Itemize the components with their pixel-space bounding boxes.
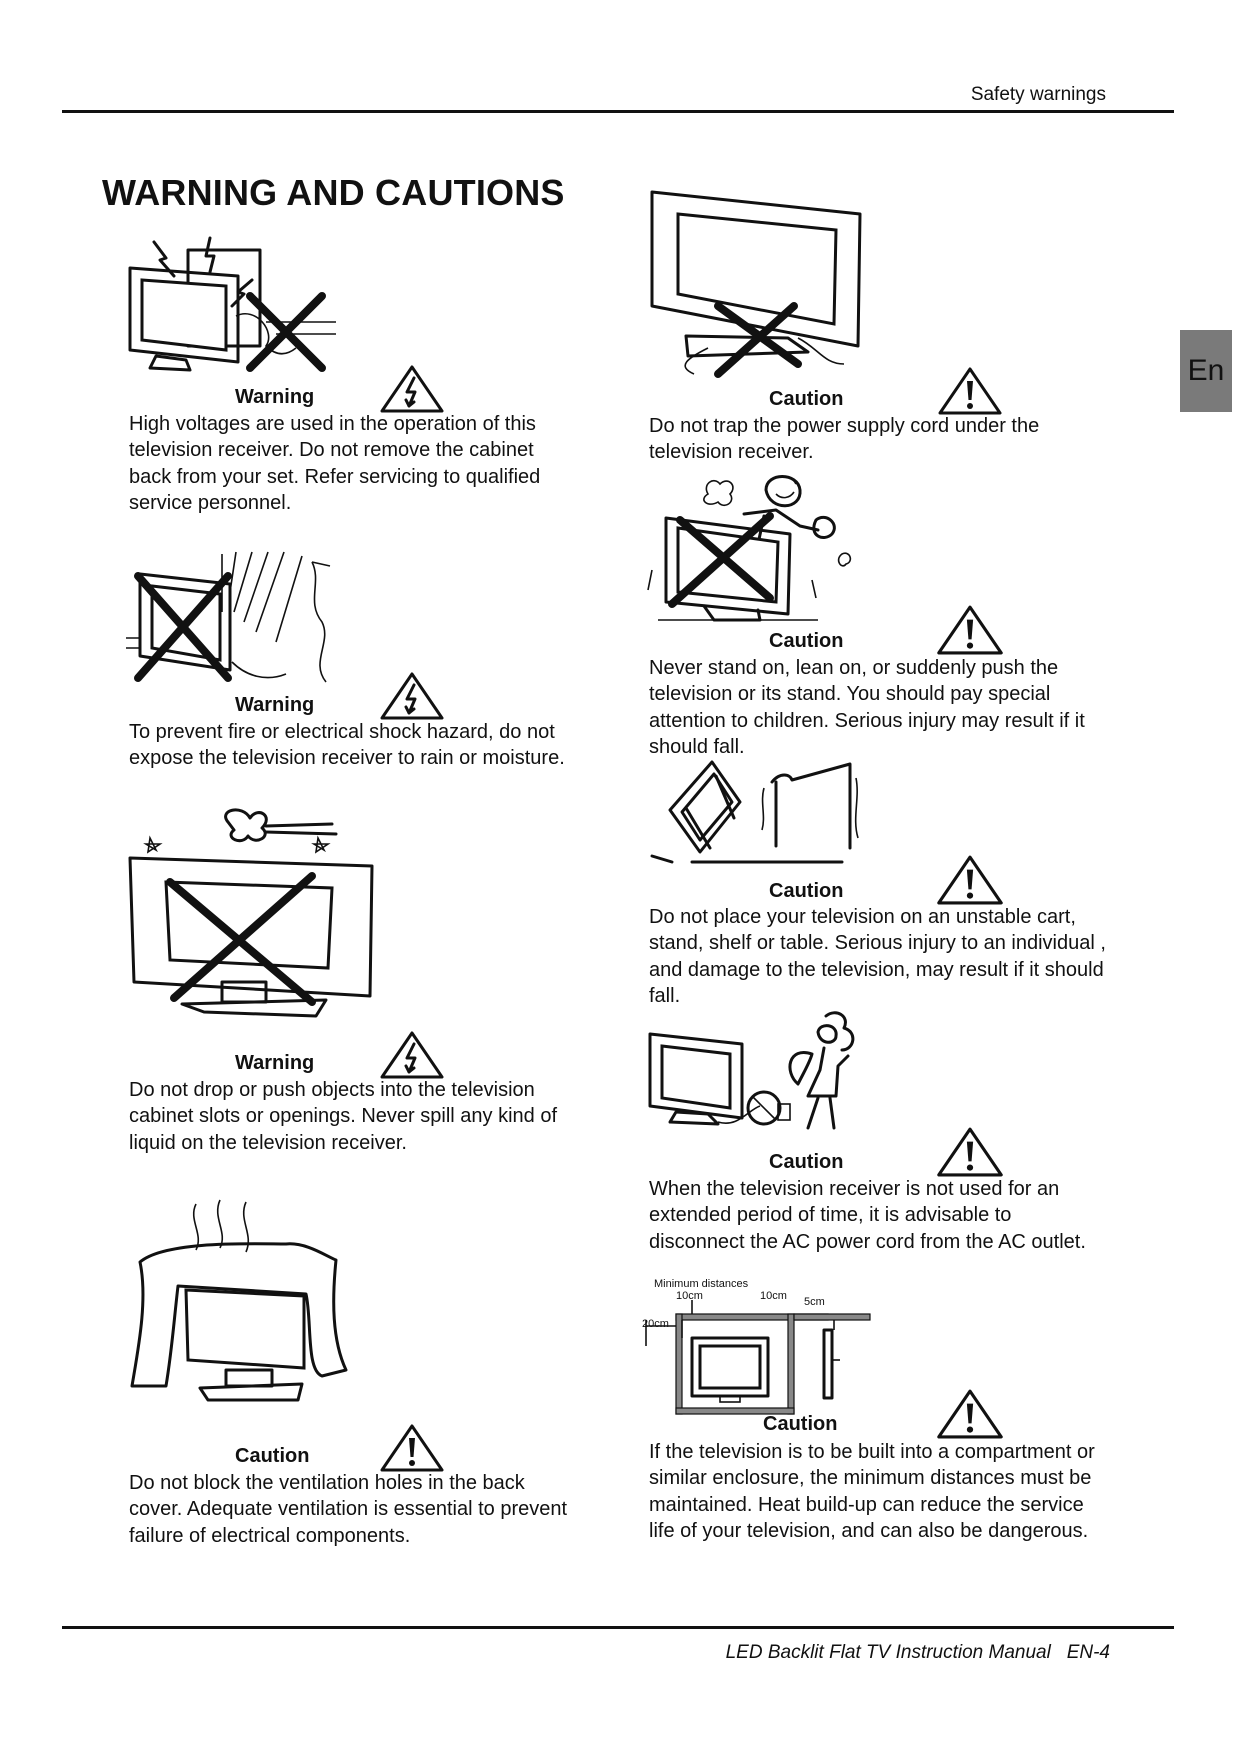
high-voltage-triangle-icon <box>379 671 445 721</box>
high-voltage-triangle-icon <box>379 1030 445 1080</box>
diagram-title: Minimum distances <box>654 1278 749 1290</box>
minimum-distances-diagram <box>640 1290 870 1420</box>
caution-label-8: Caution <box>769 1151 844 1173</box>
caution-label-9: Caution <box>763 1413 838 1435</box>
caution-text-6: Never stand on, lean on, or suddenly push the television or its stand. You should pay special attention to children. Serious injury may result if it should fall. <box>649 657 1085 759</box>
exclamation-triangle-icon <box>937 366 1003 416</box>
caution-label-7: Caution <box>769 880 844 902</box>
exclamation-triangle-icon <box>935 854 1005 906</box>
footer <box>726 1642 1110 1664</box>
warning-text-2: To prevent fire or electrical shock hazard, do not expose the television receiver to rain or moisture. <box>129 721 565 770</box>
tv-high-voltage-illustration <box>126 236 346 376</box>
footer-rule <box>62 1626 1174 1629</box>
tv-power-cord-trap-illustration <box>648 188 868 378</box>
tv-child-leaning-illustration <box>648 470 868 620</box>
manual-title: LED Backlit Flat TV Instruction Manual <box>725 1642 1051 1663</box>
page-title: WARNING AND CAUTIONS <box>102 172 565 213</box>
caution-text-8: When the television receiver is not used for an extended period of time, it is advisable to disconnect the AC power cord from the AC outlet. <box>649 1178 1086 1253</box>
language-tab[interactable]: En <box>1180 330 1232 412</box>
exclamation-triangle-icon <box>935 604 1005 656</box>
caution-text-4: Do not block the ventilation holes in the back cover. Adequate ventilation is essential to prevent failure of electrical components. <box>129 1472 568 1547</box>
caution-text-9: If the television is to be built into a compartment or similar enclosure, the minimum distances must be maintained. Heat build-up can reduce the service life of your television, and can also be dangerous. <box>649 1441 1095 1543</box>
section-header: Safety warnings <box>970 84 1106 105</box>
caution-label-4: Caution <box>235 1445 310 1467</box>
warning-text-3: Do not drop or push objects into the television cabinet slots or openings. Never spill any kind of liquid on the television receiver. <box>129 1079 558 1154</box>
diagram-side-distance: 5cm <box>804 1296 825 1308</box>
diagram-top-right-distance: 10cm <box>760 1290 787 1302</box>
warning-text-1: High voltages are used in the operation of this television receiver. Do not remove the cabinet back from your set. Refer servicing to qualified service personnel. <box>129 413 541 515</box>
exclamation-triangle-icon <box>379 1423 445 1473</box>
page-number: EN-4 <box>1066 1642 1110 1663</box>
warning-label-2: Warning <box>235 694 315 716</box>
tv-covered-ventilation-illustration <box>126 1200 376 1400</box>
unstable-stand-illustration <box>652 758 862 868</box>
exclamation-triangle-icon <box>935 1388 1005 1440</box>
unplug-power-cord-illustration <box>648 1010 868 1140</box>
caution-text-7: Do not place your television on an unstable cart, stand, shelf or table. Serious injury to an individual , and damage to the television, may result if it should fall. <box>649 906 1106 1008</box>
diagram-left-distance: 20cm <box>642 1318 669 1330</box>
diagram-top-left-distance: 10cm <box>676 1290 703 1302</box>
header-rule <box>62 110 1174 113</box>
caution-label-5: Caution <box>769 388 844 410</box>
tv-liquid-objects-illustration <box>126 806 376 1016</box>
high-voltage-triangle-icon <box>379 364 445 414</box>
tv-rain-illustration <box>126 552 346 692</box>
caution-label-6: Caution <box>769 630 844 652</box>
warning-label-3: Warning <box>235 1052 315 1074</box>
warning-label-1: Warning <box>235 386 315 408</box>
caution-text-5: Do not trap the power supply cord under the television receiver. <box>649 415 1040 464</box>
exclamation-triangle-icon <box>935 1126 1005 1178</box>
